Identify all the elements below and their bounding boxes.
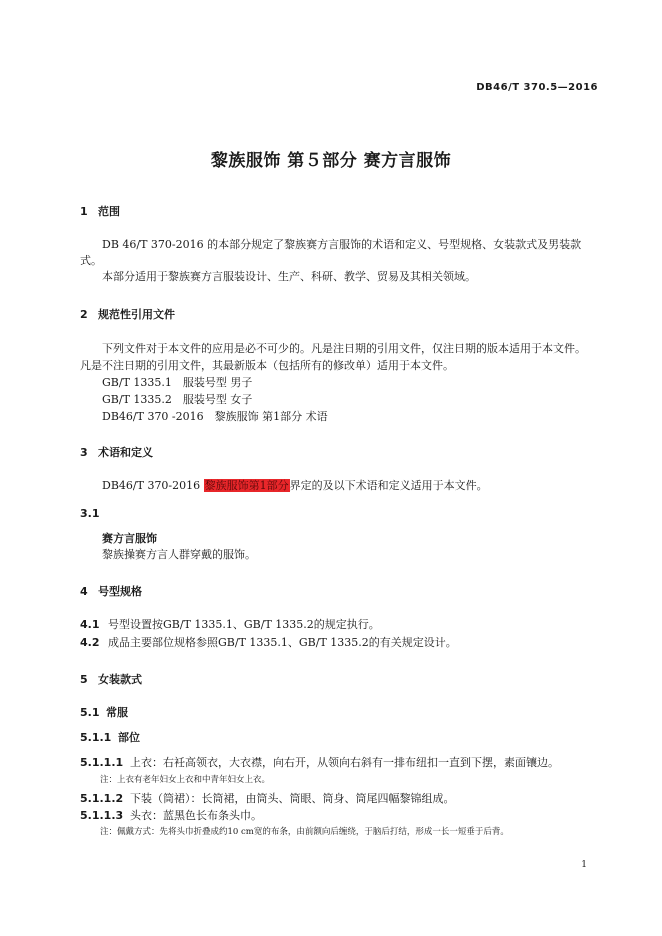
section-title: 女装款式 bbox=[98, 673, 142, 686]
section-title: 范围 bbox=[98, 205, 120, 218]
paragraph: 本部分适用于黎族赛方言服装设计、生产、科研、教学、贸易及其相关领域。 bbox=[102, 270, 476, 283]
paragraph-continued: 式。 bbox=[80, 254, 102, 267]
section-title: 规范性引用文件 bbox=[98, 308, 175, 321]
section-5-heading bbox=[80, 671, 142, 687]
clause-item bbox=[80, 807, 262, 823]
section-number: 2 bbox=[80, 308, 88, 321]
section-number: 4 bbox=[80, 585, 88, 598]
standard-code: DB46/T 370.5—2016 bbox=[476, 82, 598, 93]
note: 注：佩戴方式：先将头巾折叠成约10 cm宽的布条，由前额向后缠绕，于脑后打结，形成一长一短垂于后背。 bbox=[100, 827, 509, 837]
reference-item: GB/T 1335.2 服装号型 女子 bbox=[102, 393, 253, 406]
clause-item bbox=[80, 634, 457, 650]
subsection-title: 部位 bbox=[118, 731, 140, 744]
paragraph: DB 46/T 370-2016 的本部分规定了黎族赛方言服饰的术语和定义、号型规格、女装款式及男装款 bbox=[102, 238, 582, 251]
subsection-number: 5.1 bbox=[80, 706, 100, 719]
page-number: 1 bbox=[581, 860, 587, 870]
clause-text: 成品主要部位规格参照GB/T 1335.1、GB/T 1335.2的有关规定设计。 bbox=[108, 636, 457, 649]
term-definition: 黎族操赛方言人群穿戴的服饰。 bbox=[102, 548, 256, 561]
clause-number: 5.1.1.3 bbox=[80, 809, 124, 822]
section-number: 5 bbox=[80, 673, 88, 686]
clause-text: 上衣：右衽高领衣，大衣襟，向右开，从领向右斜有一排布纽扣一直到下摆，素面镶边。 bbox=[130, 756, 559, 769]
term-number: 3.1 bbox=[80, 507, 100, 520]
subsection-heading bbox=[80, 729, 140, 745]
subsection-heading bbox=[80, 704, 128, 720]
clause-text: 号型设置按GB/T 1335.1、GB/T 1335.2的规定执行。 bbox=[108, 618, 380, 631]
clause-text: 下装（筒裙）：长筒裙，由筒头、筒眼、筒身、筒尾四幅黎锦组成。 bbox=[130, 792, 455, 805]
section-4-heading bbox=[80, 583, 142, 599]
reference-item: GB/T 1335.1 服装号型 男子 bbox=[102, 376, 253, 389]
term-name: 赛方言服饰 bbox=[102, 532, 157, 545]
clause-number: 5.1.1.1 bbox=[80, 756, 124, 769]
clause-item bbox=[80, 754, 559, 770]
paragraph: 下列文件对于本文件的应用是必不可少的。凡是注日期的引用文件，仅注日期的版本适用于本文件。 bbox=[102, 342, 586, 355]
subsection-number: 5.1.1 bbox=[80, 731, 112, 744]
subsection-title: 常服 bbox=[106, 706, 128, 719]
section-1-heading bbox=[80, 203, 120, 219]
section-title: 号型规格 bbox=[98, 585, 142, 598]
clause-item bbox=[80, 616, 380, 632]
paragraph bbox=[102, 477, 488, 493]
clause-number: 5.1.1.2 bbox=[80, 792, 124, 805]
paragraph-text: DB46/T 370-2016 bbox=[102, 479, 204, 492]
clause-item bbox=[80, 790, 455, 806]
page-title: 黎族服饰 第５部分 赛方言服饰 bbox=[210, 151, 452, 171]
clause-number: 4.2 bbox=[80, 636, 100, 649]
highlighted-text: 黎族服饰第1部分 bbox=[204, 479, 289, 492]
clause-text: 头衣：蓝黑色长布条头巾。 bbox=[130, 809, 262, 822]
section-3-heading bbox=[80, 444, 153, 460]
note: 注：上衣有老年妇女上衣和中青年妇女上衣。 bbox=[100, 775, 271, 785]
section-2-heading bbox=[80, 306, 175, 322]
reference-item: DB46/T 370 -2016 黎族服饰 第1部分 术语 bbox=[102, 410, 328, 423]
section-number: 1 bbox=[80, 205, 88, 218]
section-number: 3 bbox=[80, 446, 88, 459]
section-title: 术语和定义 bbox=[98, 446, 153, 459]
paragraph-text: 界定的及以下术语和定义适用于本文件。 bbox=[289, 479, 488, 492]
clause-number: 4.1 bbox=[80, 618, 100, 631]
paragraph-continued: 凡是不注日期的引用文件，其最新版本（包括所有的修改单）适用于本文件。 bbox=[80, 359, 454, 372]
